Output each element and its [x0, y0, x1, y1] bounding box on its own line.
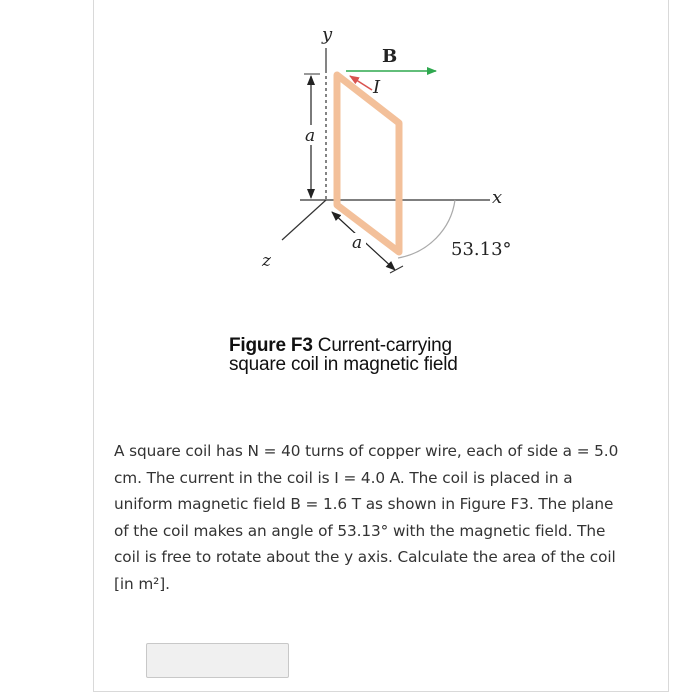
caption-text-line2: square coil in magnetic field — [229, 354, 458, 375]
current-label: I — [373, 77, 381, 98]
side-a-bottom-label: a — [352, 233, 363, 253]
y-axis-label: y — [322, 24, 333, 45]
problem-line-4: of the coil makes an angle of 53.13° with the magnetic field. The — [114, 521, 606, 540]
problem-line-1: A square coil has N = 40 turns of copper wire, each of side a = 5.0 — [114, 442, 619, 460]
z-axis-label: z — [262, 251, 271, 271]
problem-line-6: [in m²]. — [114, 574, 170, 593]
coil-figure — [0, 0, 700, 330]
answer-input[interactable] — [146, 643, 289, 678]
caption-label: Figure F3 — [229, 335, 313, 356]
angle-label: 53.13° — [451, 239, 512, 260]
side-a-vertical-label: a — [305, 126, 316, 146]
caption-text: Current-carrying — [312, 335, 452, 356]
problem-line-5: coil is free to rotate about the y axis. Calculate the area of the coil — [114, 548, 616, 566]
figure-caption — [229, 336, 549, 374]
field-label: B — [382, 46, 398, 67]
angle-arc — [398, 200, 455, 258]
z-axis-line — [282, 200, 326, 240]
problem-line-3: uniform magnetic field B = 1.6 T as shown in Figure F3. The plane — [114, 495, 614, 513]
problem-statement — [114, 438, 654, 597]
problem-line-2: cm. The current in the coil is I = 4.0 A. The coil is placed in a — [114, 468, 573, 487]
x-axis-label: x — [492, 187, 503, 208]
